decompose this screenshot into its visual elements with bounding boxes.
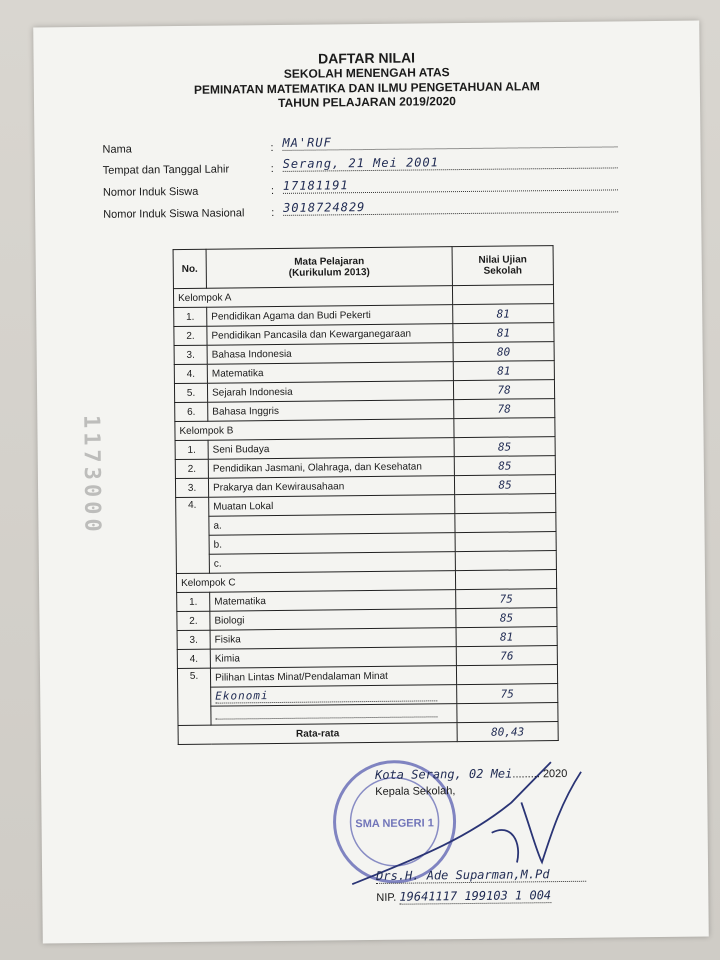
score-cell: 75 — [456, 589, 557, 609]
col-score-header: Nilai Ujian Sekolah — [452, 246, 553, 286]
table-row: 3. Bahasa Indonesia 80 — [174, 342, 554, 365]
score-cell: 85 — [454, 437, 555, 457]
average-label: Rata-rata — [178, 723, 457, 745]
school-level: SEKOLAH MENENGAH ATAS — [283, 65, 450, 81]
principal-name: Drs.H. Ade Suparman,M.Pd — [376, 867, 586, 884]
identity-nis-row: Nomor Induk Siswa : 17181191 — [103, 179, 623, 202]
subject-cell: Bahasa Inggris — [208, 400, 454, 422]
perforation-number: 1173000 — [78, 414, 105, 536]
principal-nip: NIP. 19641117 199103 1 004 — [376, 888, 552, 904]
score-cell: 80 — [453, 342, 554, 362]
table-row: 1. Seni Budaya 85 — [175, 437, 555, 460]
subject-cell: Fisika — [210, 628, 456, 650]
principal-role: Kepala Sekolah, — [375, 785, 456, 798]
average-value: 80,43 — [457, 722, 558, 742]
document-sheet — [33, 21, 709, 944]
score-cell: 76 — [456, 646, 557, 666]
score-cell: 78 — [454, 399, 555, 419]
signature-place-date: Kota Serang, 02 Mei......... 2020 — [374, 766, 568, 782]
table-row: 2. Pendidikan Pancasila dan Kewarganegaraan 81 — [174, 323, 554, 346]
subject-cell: Sejarah Indonesia — [207, 381, 453, 403]
identity-nisn-row: Nomor Induk Siswa Nasional : 3018724829 — [103, 201, 623, 224]
subject-cell: Seni Budaya — [208, 438, 454, 460]
score-cell: 85 — [454, 456, 555, 476]
student-number: 17181191 — [283, 175, 618, 194]
document-title: DAFTAR NILAI — [317, 49, 416, 67]
identity-label: Nomor Induk Siswa — [102, 185, 199, 199]
score-cell: 81 — [453, 304, 554, 324]
table-row: 4. Muatan Lokal — [176, 494, 556, 517]
grades-table — [173, 245, 559, 745]
table-row: 1. Matematika 75 — [177, 589, 557, 612]
table-row: b. — [176, 532, 556, 555]
subject-cell: Matematika — [210, 590, 456, 612]
subject-cell: Prakarya dan Kewirausahaan — [208, 476, 454, 498]
table-row: 5. Sejarah Indonesia 78 — [174, 380, 554, 403]
score-cell: 78 — [453, 380, 554, 400]
student-name: MA'RUF — [282, 132, 617, 151]
table-row: 6. Bahasa Inggris 78 — [175, 399, 555, 422]
table-row: a. — [176, 513, 556, 536]
group-label: Kelompok A — [173, 286, 452, 308]
identity-birth-row: Tempat dan Tanggal Lahir : Serang, 21 Mei 2001 — [103, 157, 623, 180]
group-label: Kelompok B — [175, 419, 454, 441]
academic-year: TAHUN PELAJARAN 2019/2020 — [278, 94, 457, 110]
subject-cell: Matematika — [207, 362, 453, 384]
stamp-text: SMA NEGERI 1 — [355, 817, 434, 831]
identity-label: Nomor Induk Siswa Nasional — [103, 207, 245, 221]
score-cell: 81 — [456, 627, 557, 647]
table-row: 1. Pendidikan Agama dan Budi Pekerti 81 — [174, 304, 554, 327]
subject-cell: Bahasa Indonesia — [207, 343, 453, 365]
score-cell: 75 — [457, 684, 558, 704]
national-student-number: 3018724829 — [283, 197, 618, 216]
identity-name-row: Nama : MA'RUF — [102, 136, 622, 159]
score-cell: 85 — [454, 475, 555, 495]
score-cell: 85 — [456, 608, 557, 628]
table-row: c. — [176, 551, 556, 574]
score-cell: 81 — [453, 323, 554, 343]
birth-place-date: Serang, 21 Mei 2001 — [283, 153, 618, 172]
group-label: Kelompok C — [176, 571, 455, 593]
subject-cell: Pendidikan Agama dan Budi Pekerti — [207, 305, 453, 327]
score-cell: 81 — [453, 361, 554, 381]
table-row: 5. Pilihan Lintas Minat/Pendalaman Minat — [177, 665, 557, 688]
table-row: 2. Biologi 85 — [177, 608, 557, 631]
table-row: 3. Prakarya dan Kewirausahaan 85 — [175, 475, 555, 498]
subject-cell: Kimia — [210, 647, 456, 669]
subject-cell: Pendidikan Pancasila dan Kewarganegaraan — [207, 324, 453, 346]
local-content-label: Muatan Lokal — [209, 495, 455, 517]
col-no-header: No. — [173, 249, 206, 288]
average-row — [178, 722, 558, 745]
elective-label: Pilihan Lintas Minat/Pendalaman Minat — [210, 666, 456, 688]
subject-cell: Biologi — [210, 609, 456, 631]
table-row: 2. Pendidikan Jasmani, Olahraga, dan Kesehatan 85 — [175, 456, 555, 479]
subject-cell: Pendidikan Jasmani, Olahraga, dan Kesehatan — [208, 457, 454, 479]
col-subject-header: Mata Pelajaran (Kurikulum 2013) — [206, 247, 452, 289]
identity-label: Nama — [102, 143, 132, 156]
table-row: 4. Matematika 81 — [174, 361, 554, 384]
program-name: PEMINATAN MATEMATIKA DAN ILMU PENGETAHUAN ALAM — [193, 79, 540, 97]
table-row: 3. Fisika 81 — [177, 627, 557, 650]
elective-subject: Ekonomi — [215, 687, 437, 703]
identity-label: Tempat dan Tanggal Lahir — [102, 163, 230, 177]
table-row: 4. Kimia 76 — [177, 646, 557, 669]
